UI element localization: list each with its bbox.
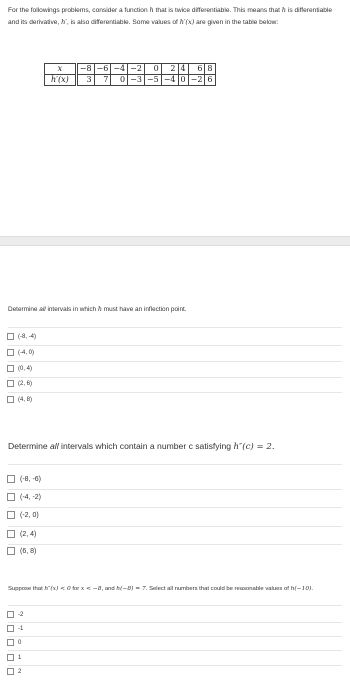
prompt-emphasis: all xyxy=(50,441,59,451)
checkbox[interactable] xyxy=(7,396,14,403)
table-header-x: x xyxy=(45,64,77,75)
divider xyxy=(8,526,342,527)
divider xyxy=(8,544,342,545)
q1-option[interactable] xyxy=(7,333,36,340)
option-label: (6, 8) xyxy=(20,547,37,555)
table-cell: 0 xyxy=(111,75,128,86)
divider xyxy=(8,464,342,465)
table-row-x xyxy=(45,64,216,75)
divider xyxy=(8,636,342,637)
checkbox[interactable] xyxy=(7,530,15,538)
question-2-prompt xyxy=(8,441,275,452)
option-label: 1 xyxy=(18,654,22,661)
q1-option[interactable] xyxy=(7,349,34,356)
prompt-emphasis: all xyxy=(39,306,46,313)
table-cell: −4 xyxy=(161,75,178,86)
math-h: h xyxy=(97,305,103,313)
values-table xyxy=(44,63,216,86)
prompt-text: . Select all numbers that could be reasonable values of xyxy=(145,586,291,592)
problem-intro xyxy=(8,5,342,28)
table-cell: 0 xyxy=(144,64,161,75)
prompt-text: . xyxy=(311,586,314,592)
table-cell: −2 xyxy=(188,75,205,86)
math-equation: h″(c) = 2. xyxy=(233,442,275,452)
divider xyxy=(8,622,342,623)
checkbox[interactable] xyxy=(7,668,14,675)
math-h-prime-x: h′(x) xyxy=(179,17,195,26)
checkbox[interactable] xyxy=(7,654,14,661)
checkbox[interactable] xyxy=(7,365,14,372)
intro-text: For the followings problems, consider a function xyxy=(8,7,150,14)
question-1-prompt xyxy=(8,305,187,313)
divider xyxy=(8,665,342,666)
table-cell: −2 xyxy=(128,64,145,75)
q1-option[interactable] xyxy=(7,396,32,403)
table-cell: 2 xyxy=(161,64,178,75)
divider xyxy=(8,507,342,508)
table-cell: 8 xyxy=(205,64,215,75)
divider xyxy=(8,605,342,606)
math-h: h xyxy=(281,6,287,14)
math-condition: h(−10) xyxy=(290,586,312,592)
math-condition: h(−8) = 7 xyxy=(116,586,146,592)
option-label: (2, 6) xyxy=(18,380,33,387)
q3-option[interactable] xyxy=(7,639,21,646)
checkbox[interactable] xyxy=(7,380,14,387)
q2-option[interactable] xyxy=(7,493,41,501)
question-3-prompt xyxy=(8,586,313,592)
table-cell: 6 xyxy=(205,75,215,86)
divider xyxy=(8,361,342,362)
prompt-text: intervals which contain a number c satisfying xyxy=(58,441,234,451)
table-cell: −6 xyxy=(94,64,111,75)
option-label: (0, 4) xyxy=(18,365,33,372)
q1-option[interactable] xyxy=(7,380,32,387)
option-label: 0 xyxy=(18,639,22,646)
q3-option[interactable] xyxy=(7,611,23,618)
divider xyxy=(8,650,342,651)
prompt-text: intervals in which xyxy=(45,306,98,313)
section-divider xyxy=(0,236,350,246)
table-cell: −5 xyxy=(144,75,161,86)
option-label: (4, 8) xyxy=(18,396,33,403)
option-label: -2 xyxy=(18,611,24,618)
q2-option[interactable] xyxy=(7,511,39,519)
checkbox[interactable] xyxy=(7,625,14,632)
divider xyxy=(8,345,342,346)
option-label: (-4, 0) xyxy=(18,349,35,356)
checkbox[interactable] xyxy=(7,547,15,555)
intro-text: are given in the table below: xyxy=(194,18,279,26)
divider xyxy=(8,392,342,393)
q3-option[interactable] xyxy=(7,625,23,632)
prompt-text: for xyxy=(70,586,81,592)
q1-option[interactable] xyxy=(7,365,32,372)
math-condition: x < −8 xyxy=(80,586,102,592)
checkbox[interactable] xyxy=(7,349,14,356)
intro-text: , is also differentiable. Some values of xyxy=(66,18,180,26)
intro-text: is differentiable and its derivative, xyxy=(8,7,333,26)
math-h: h xyxy=(149,6,154,14)
table-row-hprime xyxy=(45,75,216,86)
option-label: (-2, 0) xyxy=(20,511,39,519)
option-label: (2, 4) xyxy=(20,530,37,538)
prompt-text: , and xyxy=(101,586,117,592)
option-label: (-8, -4) xyxy=(18,333,36,340)
table-cell: −3 xyxy=(128,75,145,86)
divider xyxy=(8,327,342,328)
q2-option[interactable] xyxy=(7,475,41,483)
table-cell: 4 xyxy=(178,64,188,75)
table-cell: 6 xyxy=(188,64,205,75)
intro-text: that is twice differentiable. This means that xyxy=(153,7,282,14)
math-h-prime: h′ xyxy=(61,17,67,26)
table-cell: −8 xyxy=(76,64,94,75)
prompt-text: Determine xyxy=(8,441,51,451)
divider xyxy=(8,377,342,378)
checkbox[interactable] xyxy=(7,639,14,646)
checkbox[interactable] xyxy=(7,493,15,501)
prompt-text: Determine xyxy=(8,306,40,313)
math-condition: h″(x) < 0 xyxy=(44,586,71,592)
checkbox[interactable] xyxy=(7,333,14,340)
q2-option[interactable] xyxy=(7,530,36,538)
option-label: (-4, -2) xyxy=(20,493,41,501)
prompt-text: must have an inflection point. xyxy=(102,306,187,313)
checkbox[interactable] xyxy=(7,475,15,483)
divider xyxy=(8,489,342,490)
table-cell: −4 xyxy=(111,64,128,75)
table-cell: 3 xyxy=(76,75,94,86)
option-label: 2 xyxy=(18,668,22,675)
table-cell: 0 xyxy=(178,75,188,86)
q3-option[interactable] xyxy=(7,668,21,675)
option-label: -1 xyxy=(18,625,24,632)
table-cell: 7 xyxy=(94,75,111,86)
checkbox[interactable] xyxy=(7,611,14,618)
prompt-text: Suppose that xyxy=(8,586,45,592)
checkbox[interactable] xyxy=(7,511,15,519)
q2-option[interactable] xyxy=(7,547,36,555)
table-header-hprime: h′(x) xyxy=(45,75,77,86)
option-label: (-8, -6) xyxy=(20,475,41,483)
q3-option[interactable] xyxy=(7,654,21,661)
